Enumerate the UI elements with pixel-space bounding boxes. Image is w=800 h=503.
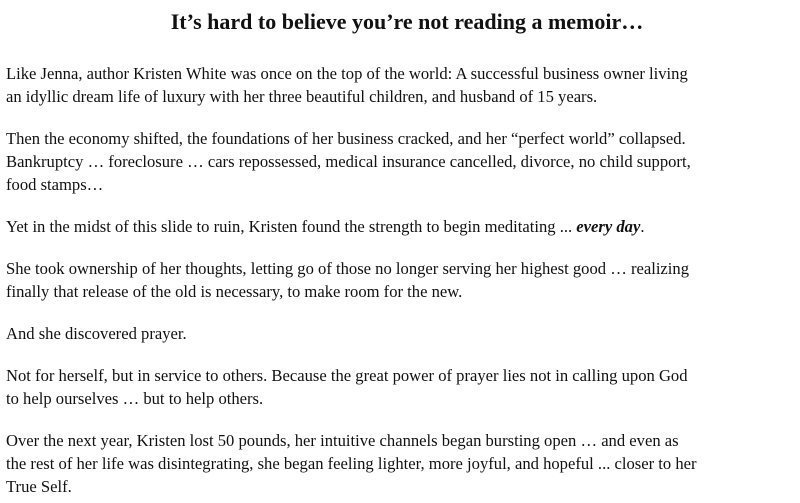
paragraph-2 <box>6 127 798 196</box>
paragraph-6-line-2: to help ourselves … but to help others. <box>6 389 264 408</box>
paragraph-3-emphasis: every day <box>576 217 641 236</box>
paragraph-1 <box>6 62 798 108</box>
paragraph-4-line-1: She took ownership of her thoughts, letting go of those no longer serving her highest good … realizing <box>6 259 689 278</box>
paragraph-4-line-2: finally that release of the old is necessary, to make room for the new. <box>6 282 463 301</box>
paragraph-1-line-2: an idyllic dream life of luxury with her three beautiful children, and husband of 15 years. <box>6 87 598 106</box>
paragraph-6 <box>6 364 798 410</box>
paragraph-4 <box>6 257 798 303</box>
paragraph-3 <box>6 215 798 238</box>
paragraph-7-line-3: True Self. <box>6 477 72 496</box>
paragraph-2-line-2: Bankruptcy … foreclosure … cars repossessed, medical insurance cancelled, divorce, no child support, <box>6 152 691 171</box>
paragraph-2-line-1: Then the economy shifted, the foundations of her business cracked, and her “perfect world” collapsed. <box>6 129 686 148</box>
paragraph-7-line-1: Over the next year, Kristen lost 50 pounds, her intuitive channels began bursting open … and even as <box>6 431 679 450</box>
document-title: It’s hard to believe you’re not reading a memoir… <box>170 9 644 34</box>
paragraph-6-line-1: Not for herself, but in service to others. Because the great power of prayer lies not in calling upon God <box>6 366 688 385</box>
paragraph-7 <box>6 429 798 498</box>
paragraph-3-period: . <box>640 217 645 236</box>
document-body <box>6 62 798 498</box>
paragraph-7-line-2: the rest of her life was disintegrating, she began feeling lighter, more joyful, and hopeful ... closer to her <box>6 454 697 473</box>
paragraph-1-line-1: Like Jenna, author Kristen White was once on the top of the world: A successful business owner living <box>6 64 688 83</box>
paragraph-5: And she discovered prayer. <box>6 324 187 343</box>
paragraph-2-line-3: food stamps… <box>6 175 104 194</box>
paragraph-3-text: Yet in the midst of this slide to ruin, Kristen found the strength to begin meditating ... <box>6 217 577 236</box>
